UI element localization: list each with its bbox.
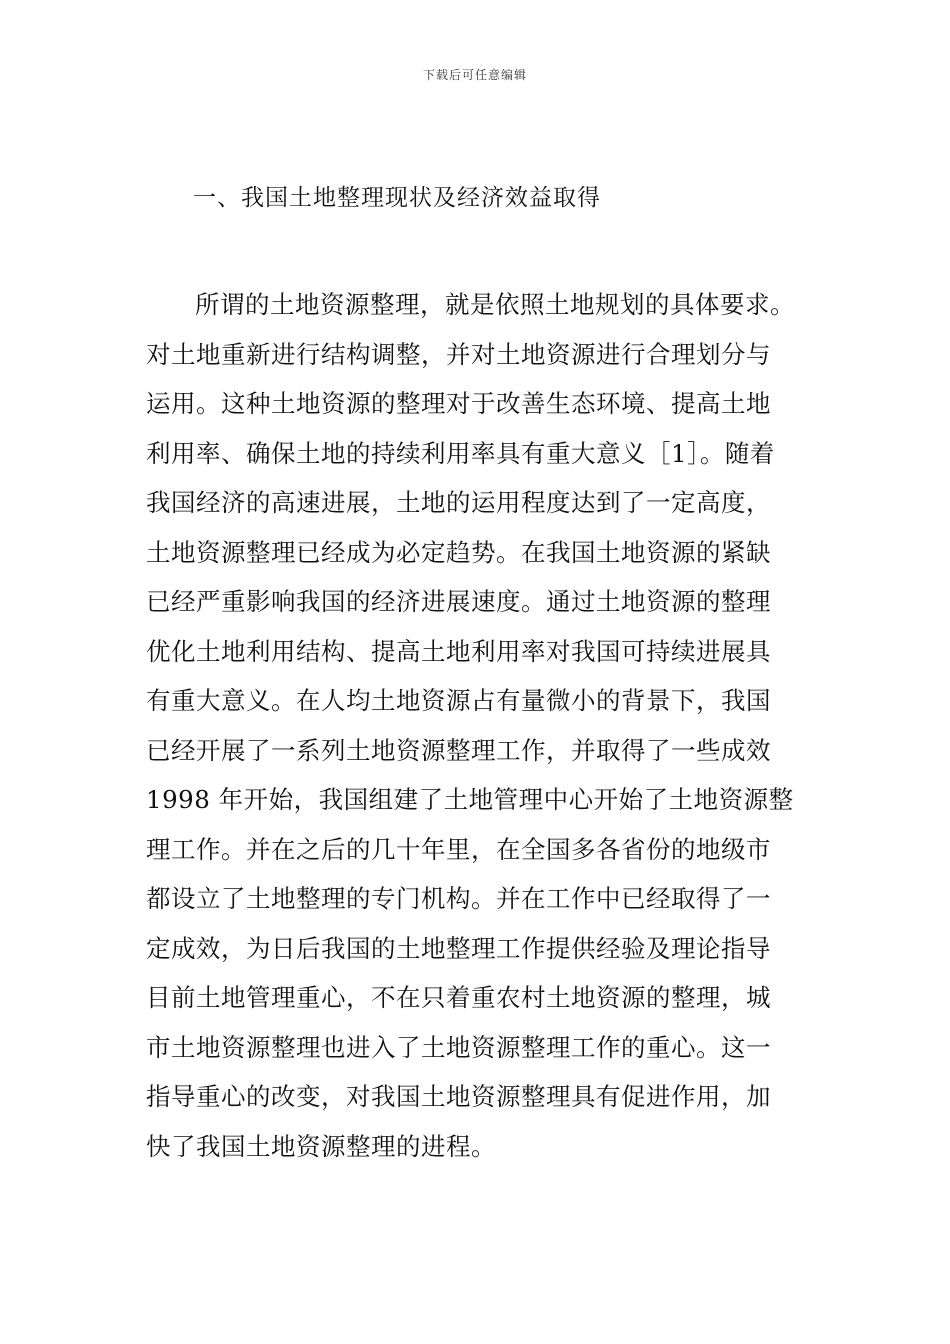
paragraph-line: 我国经济的高速进展，土地的运用程度达到了一定高度， xyxy=(146,488,771,517)
paragraph-line: 利用率、确保土地的持续利用率具有重大意义［1］。随着 xyxy=(146,438,775,468)
paragraph-line: 目前土地管理重心，不在只着重农村土地资源的整理，城 xyxy=(146,983,771,1012)
paragraph-line: 已经开展了一系列土地资源整理工作，并取得了一些成效 xyxy=(146,735,771,765)
paragraph-line: 所谓的土地资源整理，就是依照土地规划的具体要求。 xyxy=(195,290,795,319)
paragraph-line: 都设立了土地整理的专门机构。并在工作中已经取得了一 xyxy=(146,884,771,913)
paragraph-line: 定成效，为日后我国的土地整理工作提供经验及理论指导 xyxy=(146,933,771,963)
paragraph-line: 运用。这种土地资源的整理对于改善生态环境、提高土地 xyxy=(146,389,771,418)
paragraph-line: 有重大意义。在人均土地资源占有量微小的背景下，我国 xyxy=(146,686,771,715)
paragraph-line: 优化土地利用结构、提高土地利用率对我国可持续进展具 xyxy=(146,636,771,666)
paragraph-line: 土地资源整理已经成为必定趋势。在我国土地资源的紧缺 xyxy=(146,537,771,567)
paragraph-line: 1998 年开始，我国组建了土地管理中心开始了土地资源整 xyxy=(146,785,794,814)
paragraph-line: 市土地资源整理也进入了土地资源整理工作的重心。这一 xyxy=(146,1032,771,1062)
body-paragraph xyxy=(146,280,816,1171)
header-note: 下载后可任意编辑 xyxy=(422,68,527,82)
paragraph-line: 已经严重影响我国的经济进展速度。通过土地资源的整理 xyxy=(146,587,771,616)
section-heading: 一、我国土地整理现状及经济效益取得 xyxy=(193,185,601,211)
paragraph-line: 理工作。并在之后的几十年里，在全国多各省份的地级市 xyxy=(146,834,771,864)
paragraph-line: 对土地重新进行结构调整，并对土地资源进行合理划分与 xyxy=(146,339,771,369)
paragraph-line: 指导重心的改变，对我国土地资源整理具有促进作用，加 xyxy=(146,1082,771,1111)
paragraph-line: 快了我国土地资源整理的进程。 xyxy=(146,1131,496,1161)
